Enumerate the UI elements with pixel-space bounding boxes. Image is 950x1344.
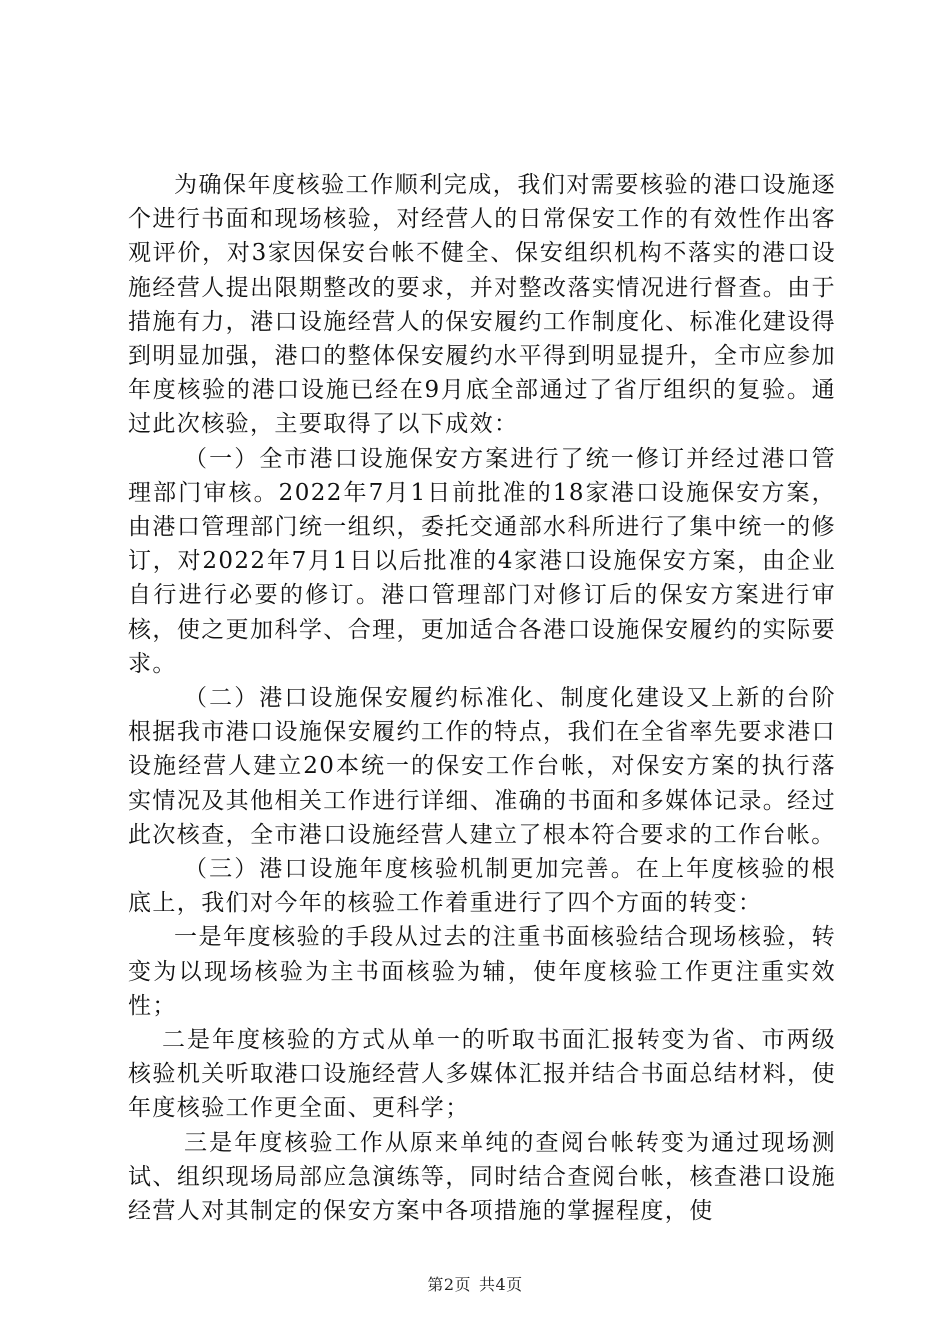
paragraph-change-three: 三是年度核验工作从原来单纯的查阅台帐转变为通过现场测试、组织现场局部应急演练等，同时结合查阅台帐，核查港口设施经营人对其制定的保安方案中各项措施的掌握程度，使 xyxy=(128,1129,836,1225)
paragraph-item-two: （二）港口设施保安履约标准化、制度化建设又上新的台阶根据我市港口设施保安履约工作的特点，我们在全省率先要求港口设施经营人建立20本统一的保安工作台帐，对保安方案的执行落实情况及其他相关工作进行详细、准确的书面和多媒体记录。经过此次核查，全市港口设施经营人建立了根本符合要求的工作台帐。 xyxy=(128,685,836,848)
paragraph-change-one: 一是年度核验的手段从过去的注重书面核验结合现场核验，转变为以现场核验为主书面核验为辅，使年度核验工作更注重实效性； xyxy=(128,924,836,1019)
page-number: 第2页 xyxy=(427,1275,471,1294)
paragraph-item-one: （一）全市港口设施保安方案进行了统一修订并经过港口管理部门审核。2022年7月1日前批准的18家港口设施保安方案，由港口管理部门统一组织，委托交通部水科所进行了集中统一的修订，对2022年7月1日以后批准的4家港口设施保安方案，由企业自行进行必要的修订。港口管理部门对修订后的保安方案进行审核，使之更加科学、合理，更加适合各港口设施保安履约的实际要求。 xyxy=(128,445,836,677)
paragraph-intro: 为确保年度核验工作顺利完成，我们对需要核验的港口设施逐个进行书面和现场核验，对经营人的日常保安工作的有效性作出客观评价，对3家因保安台帐不健全、保安组织机构不落实的港口设施经营人提出限期整改的要求，并对整改落实情况进行督查。由于措施有力，港口设施经营人的保安履约工作制度化、标准化建设得到明显加强，港口的整体保安履约水平得到明显提升，全市应参加年度核验的港口设施已经在9月底全部通过了省厅组织的复验。通过此次核验，主要取得了以下成效： xyxy=(128,172,836,438)
page-total: 共4页 xyxy=(479,1275,523,1294)
document-body xyxy=(128,168,836,1228)
paragraph-item-three: （三）港口设施年度核验机制更加完善。在上年度核验的根底上，我们对今年的核验工作着重进行了四个方面的转变： xyxy=(128,856,836,917)
page-footer xyxy=(0,1272,950,1295)
paragraph-change-two: 二是年度核验的方式从单一的听取书面汇报转变为省、市两级核验机关听取港口设施经营人多媒体汇报并结合书面总结材料，使年度核验工作更全面、更科学； xyxy=(128,1027,836,1122)
